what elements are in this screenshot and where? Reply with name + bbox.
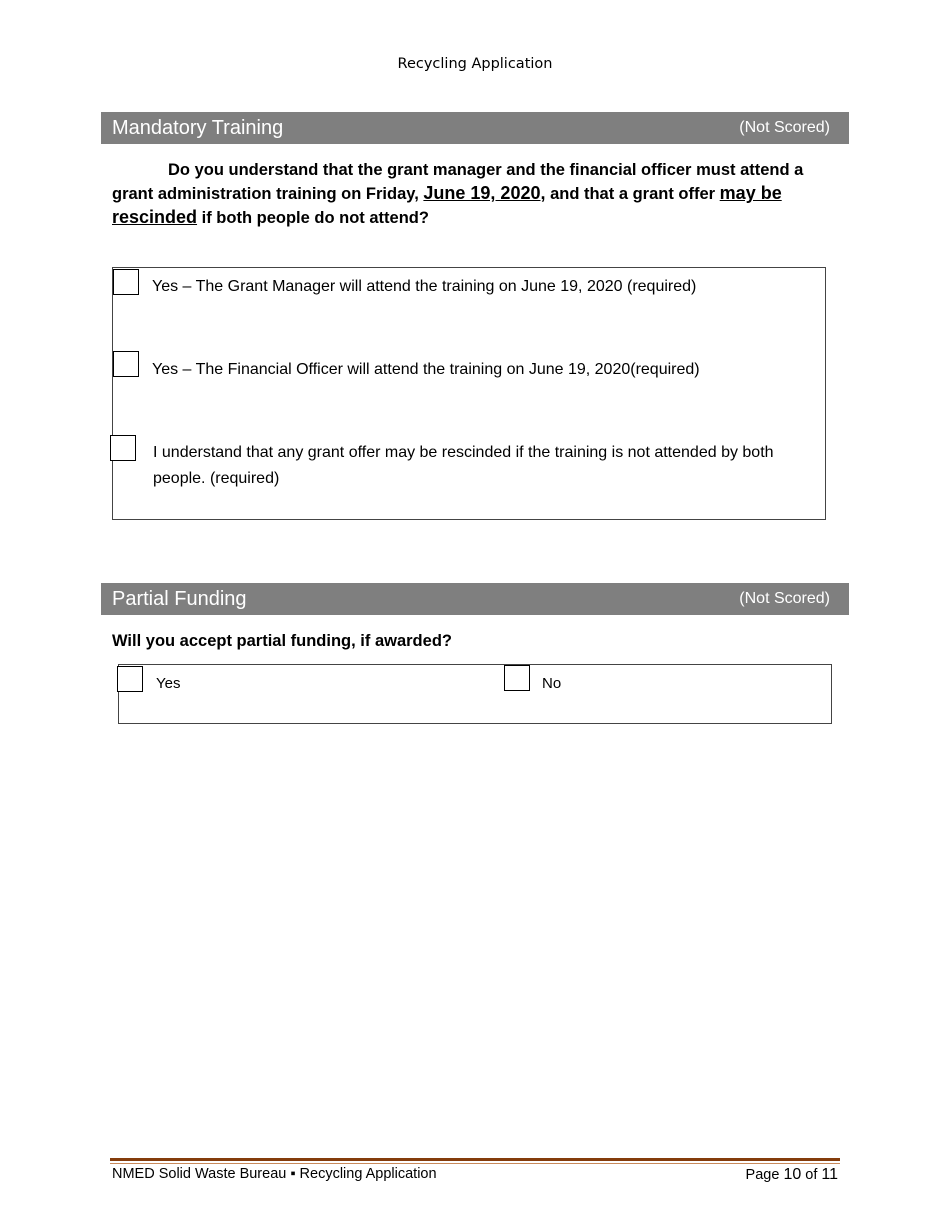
footer-org-text: NMED Solid Waste Bureau ▪ Recycling Application [112,1166,437,1182]
training-question: Do you understand that the grant manager and the financial officer must attend a grant administration training on Friday, June 19, 2020, and that a grant offer may be rescinded if both people do not attend? [112,161,804,227]
section-header-mandatory-training [101,112,849,144]
rescind-acknowledge-checkbox[interactable] [110,435,136,461]
partial-funding-yes-checkbox[interactable] [117,666,143,692]
footer-rule-thin [110,1163,840,1164]
financial-officer-option-label: Yes – The Financial Officer will attend the training on June 19, 2020(required) [152,361,700,378]
financial-officer-checkbox[interactable] [113,351,139,377]
rescind-acknowledge-label: I understand that any grant offer may be rescinded if the training is not attended by both people. (required) [153,444,774,487]
section-header-partial-funding [101,583,849,615]
footer-rule [110,1158,840,1161]
rescind-phrase: may be rescinded [112,183,782,227]
not-scored-label: (Not Scored) [739,590,830,607]
partial-funding-options-box [118,664,832,724]
partial-funding-no-checkbox[interactable] [504,665,530,691]
footer-page-number: Page 10 of 11 [745,1166,838,1183]
section-title: Mandatory Training [112,117,284,139]
grant-manager-option-label: Yes – The Grant Manager will attend the training on June 19, 2020 (required) [152,278,697,295]
section-title: Partial Funding [112,588,247,610]
page-header-title: Recycling Application [397,56,553,72]
grant-manager-checkbox[interactable] [113,269,139,295]
training-date: June 19, 2020, [423,183,546,203]
not-scored-label: (Not Scored) [739,119,830,136]
partial-funding-yes-label: Yes [156,675,181,692]
partial-funding-question: Will you accept partial funding, if awarded? [112,632,452,650]
partial-funding-no-label: No [542,675,562,692]
